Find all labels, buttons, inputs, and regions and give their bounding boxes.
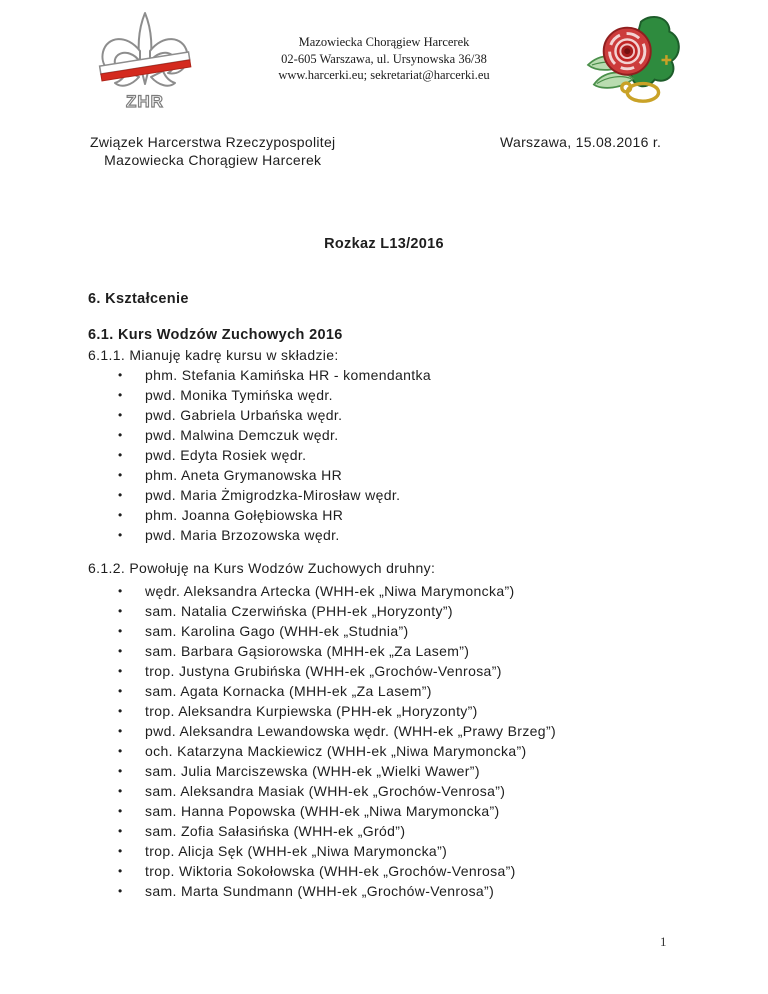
list-item: • sam. Marta Sundmann (WHH-ek „Grochów-Venrosa”) bbox=[88, 881, 732, 901]
zhr-logo-label: ZHR bbox=[126, 92, 164, 110]
list-item: • phm. Stefania Kamińska HR - komendantka bbox=[88, 365, 732, 385]
rose-bloom bbox=[604, 28, 651, 75]
list-item: • trop. Justyna Grubińska (WHH-ek „Grochów-Venrosa”) bbox=[88, 661, 732, 681]
list-item: • pwd. Maria Żmigrodzka-Mirosław wędr. bbox=[88, 485, 732, 505]
clause-612-label: 6.1.2. Powołuję na Kurs Wodzów Zuchowych druhny: bbox=[88, 560, 436, 576]
list-item: • sam. Hanna Popowska (WHH-ek „Niwa Marymoncka”) bbox=[88, 801, 732, 821]
list-item: • pwd. Edyta Rosiek wędr. bbox=[88, 445, 732, 465]
page-number: 1 bbox=[660, 934, 667, 949]
rose-emblem-logo bbox=[580, 12, 696, 110]
list-item: • sam. Aleksandra Masiak (WHH-ek „Grochów-Venrosa”) bbox=[88, 781, 732, 801]
list-item: • sam. Zofia Sałasińska (WHH-ek „Gród”) bbox=[88, 821, 732, 841]
list-item: • trop. Aleksandra Kurpiewska (PHH-ek „Horyzonty”) bbox=[88, 701, 732, 721]
letterhead-address: 02-605 Warszawa, ul. Ursynowska 36/38 bbox=[281, 51, 487, 66]
list-item: • och. Katarzyna Mackiewicz (WHH-ek „Niwa Marymoncka”) bbox=[88, 741, 732, 761]
letterhead-contact: www.harcerki.eu; sekretariat@harcerki.eu bbox=[278, 68, 490, 82]
list-item: • pwd. Monika Tymińska wędr. bbox=[88, 385, 732, 405]
place-date: Warszawa, 15.08.2016 r. bbox=[500, 134, 662, 150]
subsection-heading: 6.1. Kurs Wodzów Zuchowych 2016 bbox=[88, 327, 343, 343]
list-item: • pwd. Gabriela Urbańska wędr. bbox=[88, 405, 732, 425]
list-item: • pwd. Maria Brzozowska wędr. bbox=[88, 525, 732, 545]
list-item: • sam. Barbara Gąsiorowska (MHH-ek „Za Lasem”) bbox=[88, 641, 732, 661]
list-item: • wędr. Aleksandra Artecka (WHH-ek „Niwa Marymoncka”) bbox=[88, 581, 732, 601]
uczestniczki-list bbox=[88, 581, 732, 901]
kadra-list bbox=[88, 365, 732, 545]
clause-611-label: 6.1.1. Mianuję kadrę kursu w składzie: bbox=[88, 347, 339, 363]
list-item: • trop. Alicja Sęk (WHH-ek „Niwa Marymoncka”) bbox=[88, 841, 732, 861]
list-item: • trop. Wiktoria Sokołowska (WHH-ek „Grochów-Venrosa”) bbox=[88, 861, 732, 881]
list-item: • sam. Natalia Czerwińska (PHH-ek „Horyzonty”) bbox=[88, 601, 732, 621]
list-item: • sam. Agata Kornacka (MHH-ek „Za Lasem”) bbox=[88, 681, 732, 701]
issuer-block bbox=[90, 133, 335, 169]
document-title: Rozkaz L13/2016 bbox=[324, 236, 444, 252]
list-item: • phm. Aneta Grymanowska HR bbox=[88, 465, 732, 485]
list-item: • sam. Julia Marciszewska (WHH-ek „Wielki Wawer”) bbox=[88, 761, 732, 781]
letterhead-org-name: Mazowiecka Chorągiew Harcerek bbox=[298, 35, 470, 49]
list-item: • pwd. Aleksandra Lewandowska wędr. (WHH-ek „Prawy Brzeg”) bbox=[88, 721, 732, 741]
list-item: • pwd. Malwina Demczuk wędr. bbox=[88, 425, 732, 445]
section-heading: 6. Kształcenie bbox=[88, 291, 189, 307]
list-item: • phm. Joanna Gołębiowska HR bbox=[88, 505, 732, 525]
list-item: • sam. Karolina Gago (WHH-ek „Studnia”) bbox=[88, 621, 732, 641]
issuer-line-2: Mazowiecka Chorągiew Harcerek bbox=[104, 152, 322, 168]
issuer-line-1: Związek Harcerstwa Rzeczypospolitej bbox=[90, 134, 336, 150]
document-body bbox=[88, 289, 732, 901]
